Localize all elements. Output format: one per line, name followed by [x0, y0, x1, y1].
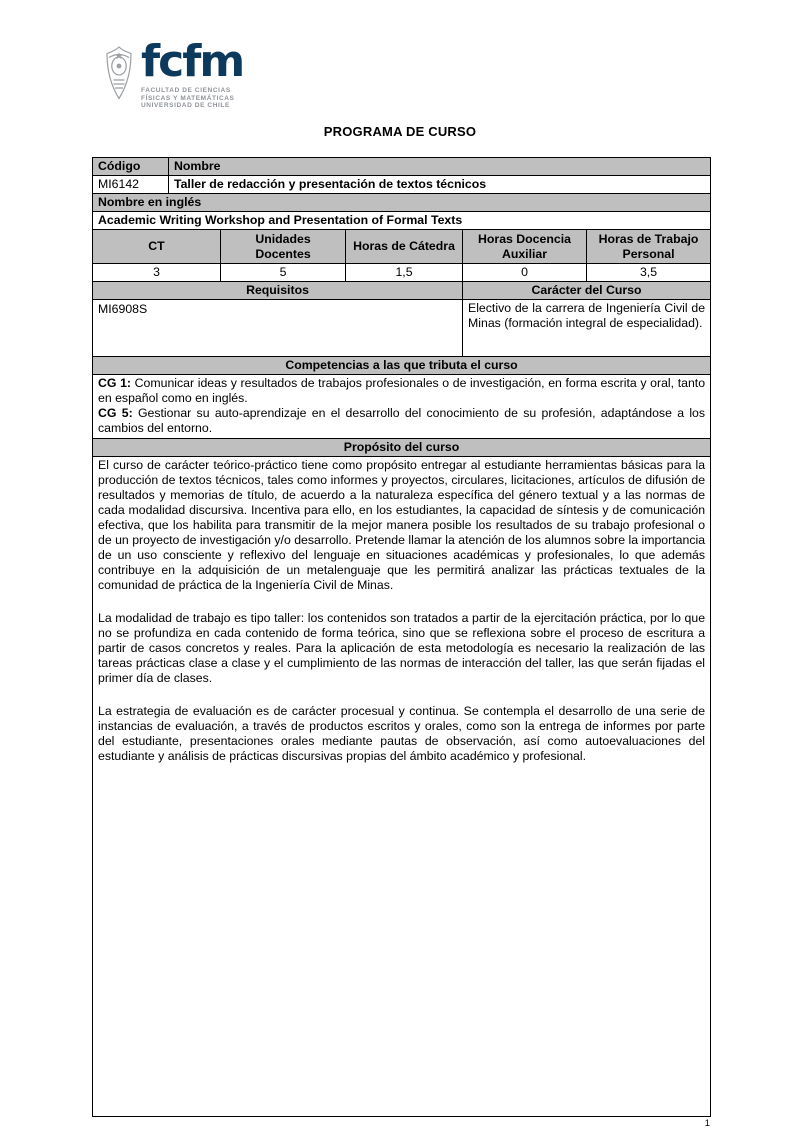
brand-caption-line: FÍSICAS Y MATEMÁTICAS: [141, 94, 235, 102]
proposito-value-cell: [93, 457, 711, 1117]
proposito-paragraph-2: La modalidad de trabajo es tipo taller: los contenidos son tratados a partir de la ejercitación práctica, por lo que no se profundiza en cada contenido de forma teórica, sino que se reflexiona sobre el proceso de escritura a partir de casos concretos y reales. Para la aplicación de esta metodología es necesario la realización de las tareas prácticas clase a clase y el cumplimiento de las normas de interacción del taller, las que serán fijadas el primer día de clases.: [98, 611, 706, 685]
brand-block: [141, 36, 244, 110]
nombre-ingles-header-cell: Nombre en inglés: [93, 194, 711, 212]
page-title: PROGRAMA DE CURSO: [323, 124, 477, 139]
requisitos-value-cell: MI6908S: [93, 300, 463, 357]
brand-wordmark: fcfm: [141, 36, 244, 87]
caracter-value-cell: Electivo de la carrera de Ingeniería Civil de Minas (formación integral de especialidad).: [463, 300, 711, 357]
university-logo: [104, 36, 244, 110]
cg1-label: CG 1:: [98, 376, 132, 390]
proposito-paragraph-1: El curso de carácter teórico-práctico tiene como propósito entregar al estudiante herramientas básicas para la producción de textos técnicos, tales como informes y proyectos, circulares, licitaciones, artículos de difusión de resultados y memorias de título, de acuerdo a la naturaleza específica del género textual y a las normas de cada modalidad discursiva. Incentiva para ello, en los estudiantes, la capacidad de síntesis y de comunicación efectiva, que los habilita para transmitir de la mejor manera posible los resultados de su trabajo profesional o de un proyecto de investigación y/o desarrollo. Pretende llamar la atención de los alumnos sobre la importancia de un uso consciente y reflexivo del lenguaje en situaciones académicas y profesionales, lo que además contribuye en la adquisición de un metalenguaje que les permitirá analizar las prácticas textuales de la comunidad de práctica de la Ingeniería Civil de Minas.: [98, 458, 706, 592]
brand-caption-line: UNIVERSIDAD DE CHILE: [141, 102, 230, 109]
horas-trabajo-personal-header-cell: Horas de Trabajo Personal: [587, 230, 711, 264]
nombre-value-cell: Taller de redacción y presentación de textos técnicos: [169, 176, 711, 194]
unidades-docentes-header-cell: Unidades Docentes: [221, 230, 346, 264]
competencias-value-cell: [93, 375, 711, 439]
cg1-text: Comunicar ideas y resultados de trabajos profesionales o de investigación, en forma escrita y oral, tanto en español como en inglés.: [98, 376, 706, 405]
proposito-paragraph-3: La estrategia de evaluación es de carácter procesual y continua. Se contempla el desarrollo de una serie de instancias de evaluación, a través de productos escritos y orales, como son la entrega de informes por parte del estudiante, presentaciones orales mediante pautas de observación, así como autoevaluaciones del estudiante y análisis de prácticas discursivas propias del ámbito académico y profesional.: [98, 704, 706, 763]
proposito-header-cell: Propósito del curso: [93, 439, 711, 457]
horas-catedra-header-cell: Horas de Cátedra: [346, 230, 463, 264]
cg5-label: CG 5:: [98, 406, 133, 420]
caracter-header-cell: Carácter del Curso: [463, 282, 711, 300]
brand-caption: [141, 87, 243, 110]
course-program-table: [92, 157, 711, 1117]
competencias-header-cell: Competencias a las que tributa el curso: [93, 357, 711, 375]
ct-header-cell: CT: [93, 230, 221, 264]
horas-trabajo-personal-value-cell: 3,5: [587, 264, 711, 282]
horas-docencia-auxiliar-value-cell: 0: [463, 264, 587, 282]
nombre-ingles-value-cell: Academic Writing Workshop and Presentation of Formal Texts: [93, 212, 711, 230]
competencia-cg1: [98, 376, 705, 406]
nombre-header-cell: Nombre: [169, 158, 711, 176]
requisitos-header-cell: Requisitos: [93, 282, 463, 300]
horas-catedra-value-cell: 1,5: [346, 264, 463, 282]
cg5-text: Gestionar su auto-aprendizaje en el desarrollo del conocimiento de su profesión, adaptándose a los cambios del entorno.: [98, 406, 706, 435]
ct-value-cell: 3: [93, 264, 221, 282]
codigo-value-cell: MI6142: [93, 176, 169, 194]
university-crest-icon: [104, 40, 134, 107]
unidades-docentes-value-cell: 5: [221, 264, 346, 282]
codigo-header-cell: Código: [93, 158, 169, 176]
horas-docencia-auxiliar-header-cell: Horas Docencia Auxiliar: [463, 230, 587, 264]
page-number: 1: [704, 1118, 710, 1129]
brand-caption-line: FACULTAD DE CIENCIAS: [141, 87, 231, 94]
competencia-cg5: [98, 406, 705, 436]
